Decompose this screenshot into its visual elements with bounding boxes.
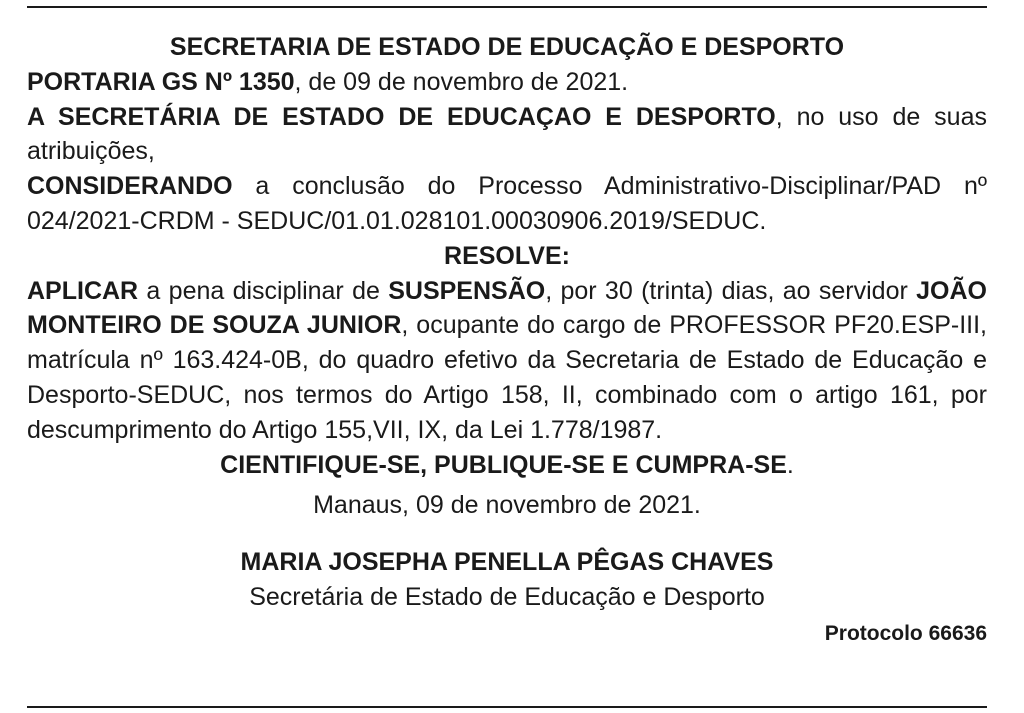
signatory-title: Secretária de Estado de Educação e Desporto: [249, 582, 765, 611]
protocol-number: Protocolo 66636: [824, 621, 987, 645]
decision-paragraph: [27, 274, 987, 448]
closing-formula: CIENTIFIQUE-SE, PUBLIQUE-SE E CUMPRA-SE: [220, 450, 787, 479]
bottom-rule: [27, 706, 987, 708]
top-rule: [27, 6, 987, 8]
decision-text-1: a pena disciplinar de: [138, 276, 389, 305]
decision-text-3: , ocupante do cargo de PROFESSOR PF20.ESP-III, matrícula nº 163.424-0B, do quadro efetivo da Secretaria de Estado de Educação e Desporto-SEDUC, nos termos do Artigo 158, II, combinado com o artigo 161, por descumprimento do Artigo 155,VII, IX, da Lei 1.778/1987.: [27, 311, 987, 444]
considerando-text: a conclusão do Processo Administrativo-Disciplinar/PAD nº 024/2021-CRDM - SEDUC/01.01.028101.00030906.2019/SEDUC.: [27, 172, 987, 235]
signatory-name: MARIA JOSEPHA PENELLA PÊGAS CHAVES: [240, 548, 774, 577]
place-date: Manaus, 09 de novembro de 2021.: [313, 491, 701, 520]
preamble-text: , no uso de suas atribuições,: [27, 102, 987, 166]
preamble-authority: A SECRETÁRIA DE ESTADO DE EDUCAÇAO E DESPORTO: [27, 102, 776, 131]
closing-line: [27, 448, 987, 483]
decision-text-2: , por 30 (trinta) dias, ao servidor: [545, 276, 917, 305]
official-notice: [27, 30, 987, 649]
employee-name: JOÃO MONTEIRO DE SOUZA JUNIOR: [27, 276, 987, 340]
considerando-paragraph: [27, 169, 987, 239]
decision-verb: APLICAR: [27, 276, 139, 305]
portaria-number: PORTARIA GS Nº 1350: [27, 67, 295, 96]
portaria-date: , de 09 de novembro de 2021.: [294, 67, 629, 96]
resolve-heading: RESOLVE:: [444, 241, 570, 270]
considerando-keyword: CONSIDERANDO: [27, 172, 233, 201]
closing-period: .: [786, 450, 794, 479]
decision-penalty: SUSPENSÃO: [388, 276, 546, 305]
preamble: [27, 100, 987, 170]
agency-header: SECRETARIA DE ESTADO DE EDUCAÇÃO E DESPORTO: [169, 33, 845, 61]
portaria-line: [27, 65, 987, 100]
